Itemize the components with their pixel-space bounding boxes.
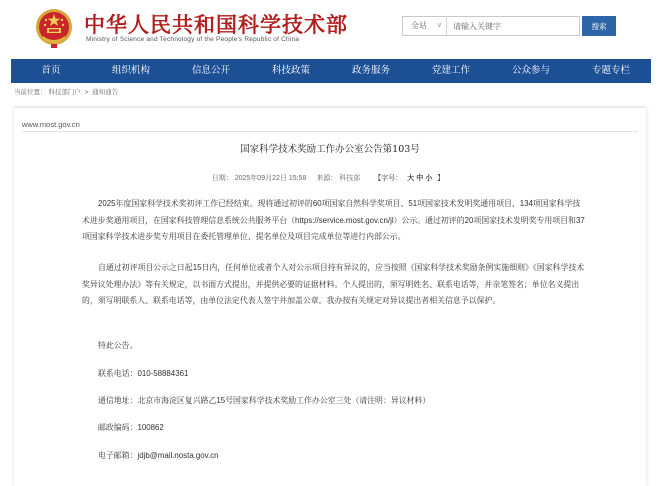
font-size-label: 【字号： [374,175,403,182]
national-emblem-icon[interactable] [34,6,74,50]
breadcrumb-separator: > [84,89,89,96]
breadcrumb-item-notices[interactable]: 通知通告 [92,89,119,96]
article-title: 国家科学技术奖励工作办公室公告第103号 [240,144,420,155]
divider [22,131,638,132]
nav-item-info-disclosure[interactable]: 信息公开 [191,65,230,76]
breadcrumb-item-portal[interactable]: 科技部门户 [48,89,81,96]
search-scope-label: 全站 [411,21,427,30]
nav-item-organization[interactable]: 组织机构 [111,65,150,76]
chevron-down-icon: ∨ [436,22,442,29]
article-source: 来源： 科技部 [316,175,361,182]
font-size-medium[interactable]: 中 [416,175,424,182]
nav-item-party-building[interactable]: 党建工作 [431,65,470,76]
site-header [0,0,660,56]
article-paragraph: 自通过初评项目公示之日起15日内，任何单位或者个人对公示项目持有异议的，应当按照《国家科学技术奖励条例实施细则》《国家科学技术奖异议处理办法》等有关规定，以书面方式提出，并提供必要的证据材料。个人提出的，须写明姓名、联系电话等，并亲笔签名；单位名义提出的，须写明联系人、联系电话等，由单位法定代表人签字并加盖公章。我办按有关规定对异议提出者相关信息予以保护。 [82,263,585,305]
site-title[interactable]: 中华人民共和国科学技术部 [84,12,348,37]
search-scope-select[interactable] [403,17,447,35]
main-nav [11,59,651,83]
contact-email[interactable]: 电子邮箱：jdjb@mail.nosta.gov.cn [98,451,219,460]
nav-item-home[interactable]: 首页 [41,65,61,76]
article-meta [0,173,660,183]
article-date: 日期： 2025年09月22日 15:58 [211,175,307,182]
nav-item-policy[interactable]: 科技政策 [271,65,310,76]
font-size-control [370,175,448,182]
search-box [402,16,580,36]
closing-statement: 特此公告。 [98,341,138,350]
contact-phone: 联系电话：010-58884361 [98,369,189,378]
site-domain: www.most.gov.cn [22,120,80,129]
contact-address: 通信地址：北京市海淀区复兴路乙15号国家科学技术奖励工作办公室三处（请注明：异议材料） [98,396,431,405]
site-subtitle: Ministry of Science and Technology of the People's Republic of China [86,36,300,43]
search-input[interactable] [449,17,579,35]
breadcrumb [14,87,118,96]
contact-postcode: 邮政编码：100862 [98,423,164,432]
nav-item-public-participation[interactable]: 公众参与 [511,65,550,76]
font-size-close: 】 [437,175,445,182]
breadcrumb-label: 当前位置： [14,89,47,96]
nav-item-topics[interactable]: 专题专栏 [591,65,630,76]
nav-item-services[interactable]: 政务服务 [351,65,390,76]
article-paragraph: 2025年度国家科学技术奖初评工作已经结束。现将通过初评的60项国家自然科学奖项目、51项国家技术发明奖通用项目、134项国家科学技术进步奖通用项目，在国家科技管理信息系统公共服务平台（https://service.most.gov.cn/jl）公示。通过初评的20项国家技术发明奖专用项目和37项国家科学技术进步奖专用项目在委托管理单位、提名单位及项目完成单位等进行内部公示。 [82,199,585,241]
search-button[interactable]: 搜索 [582,16,616,36]
font-size-large[interactable]: 大 [407,175,415,182]
font-size-small[interactable]: 小 [425,175,433,182]
